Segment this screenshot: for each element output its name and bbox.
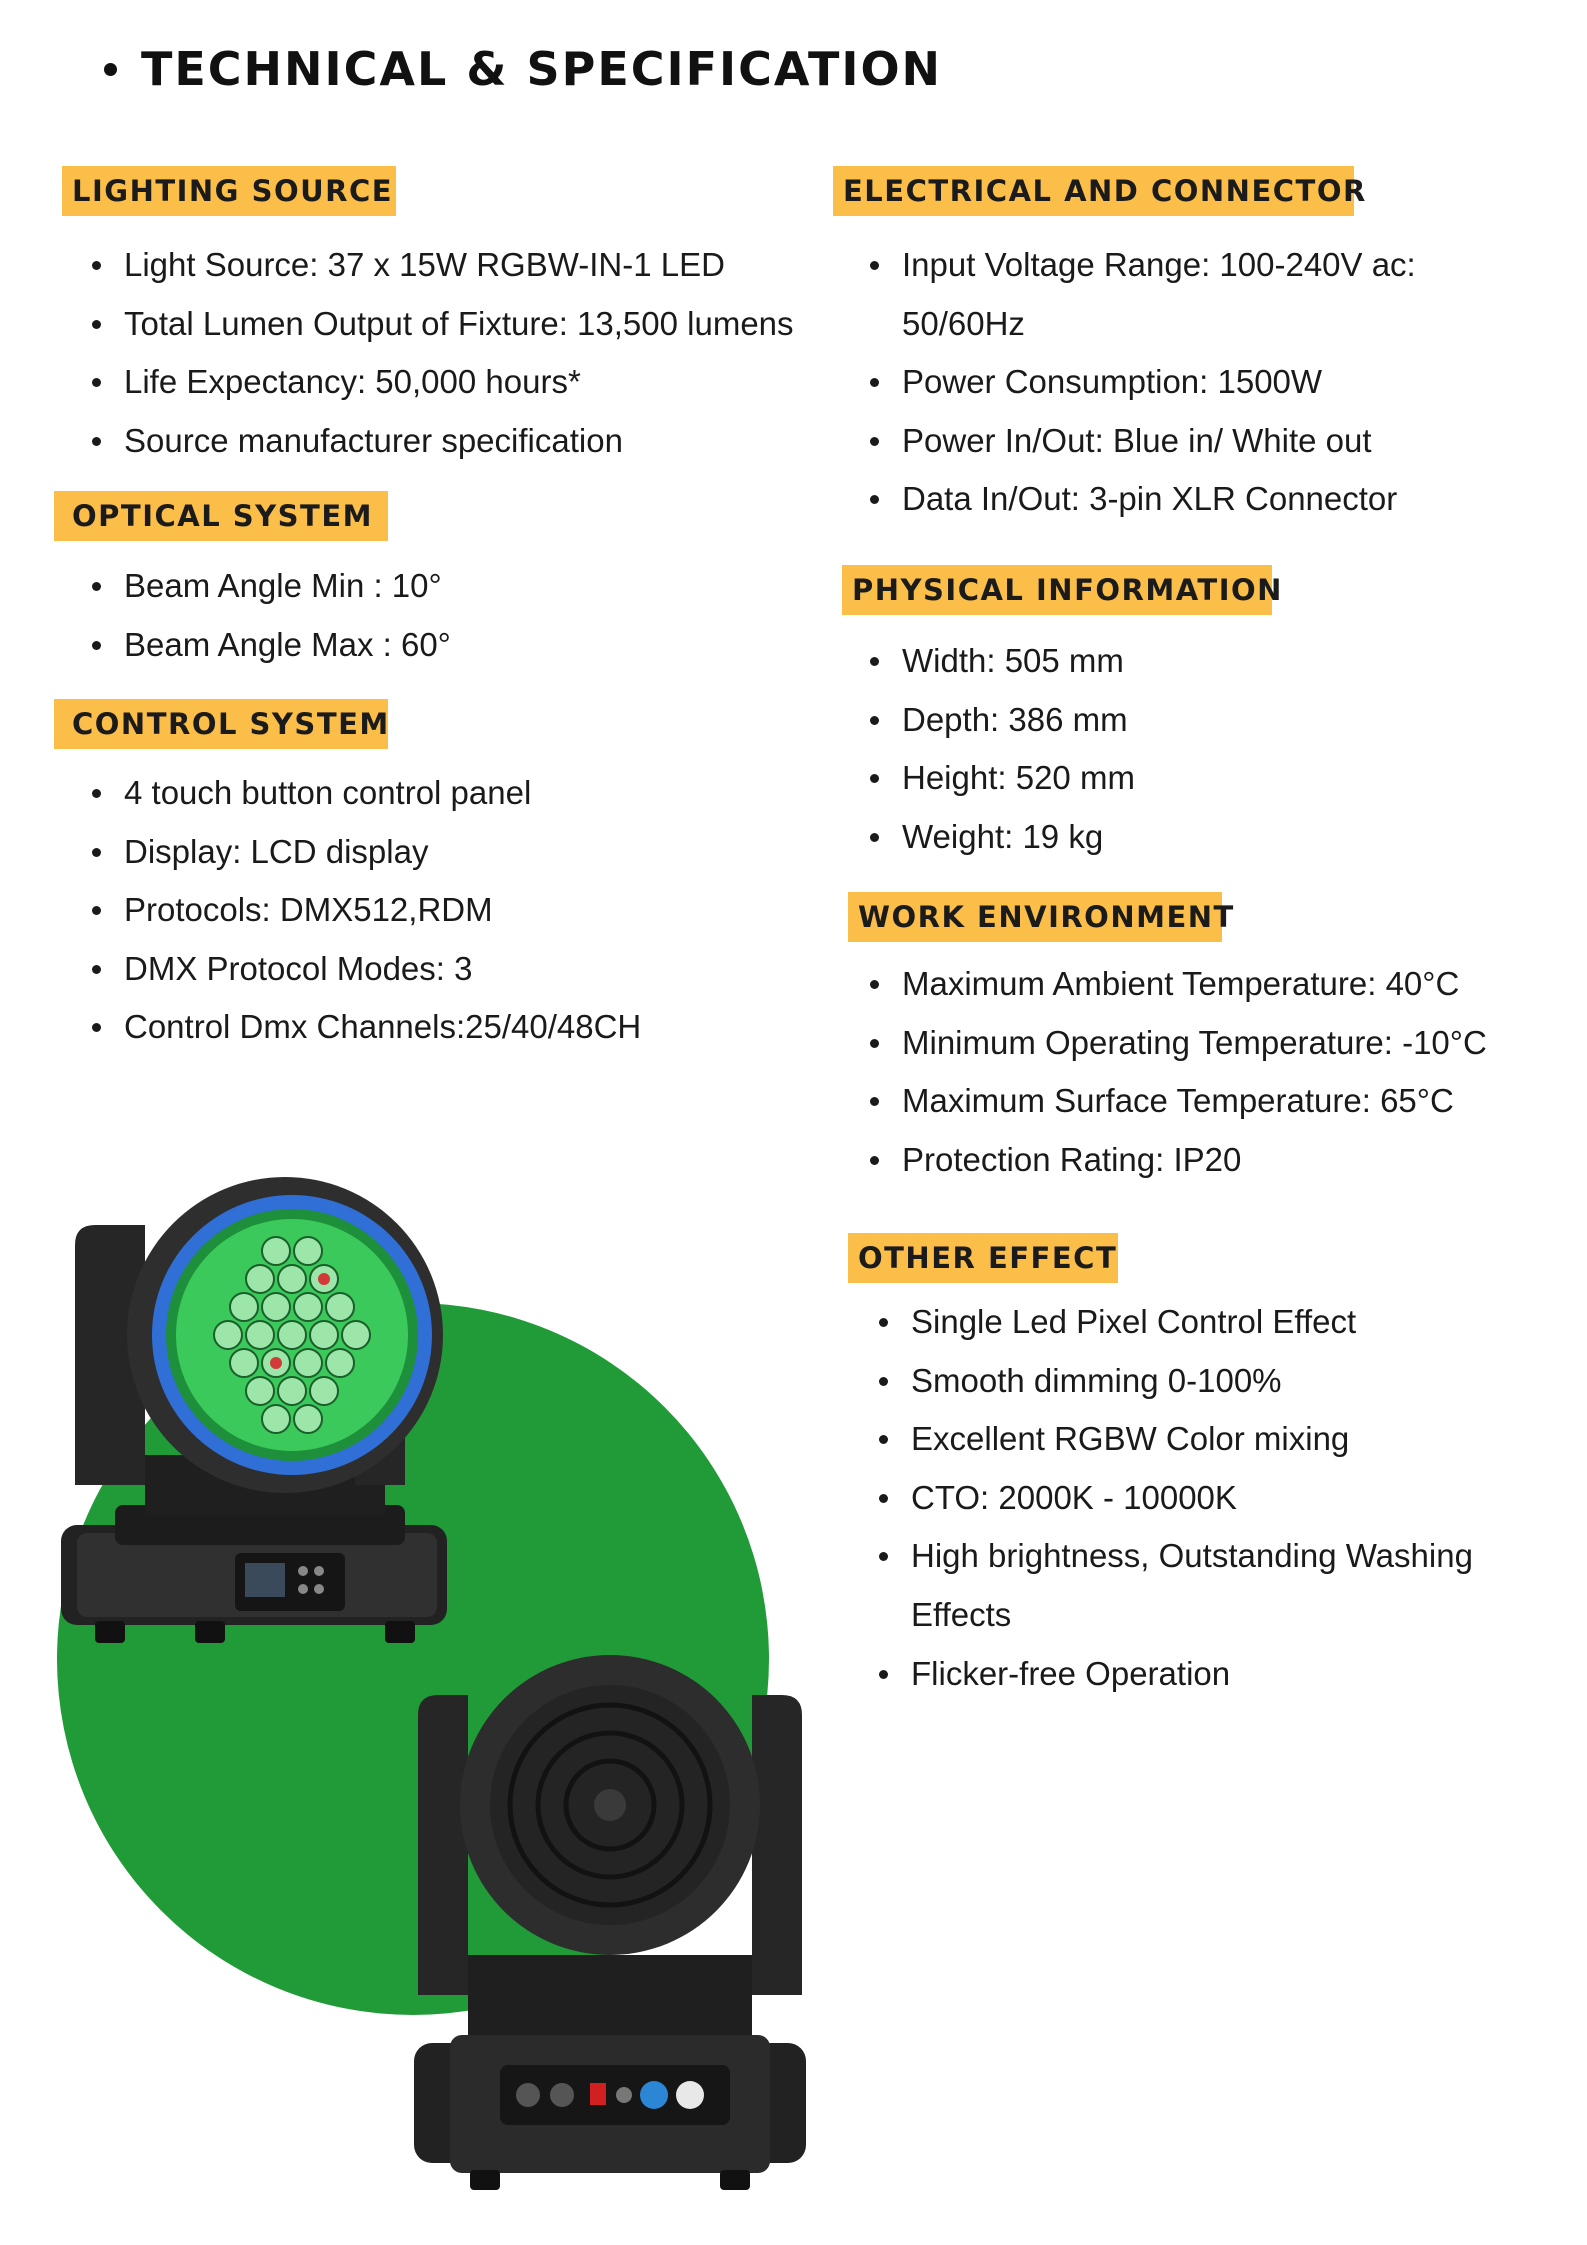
list-item: Flicker-free Operation	[879, 1645, 1473, 1704]
heading-work-environment: WORK ENVIRONMENT	[848, 892, 1222, 942]
list-item: Smooth dimming 0-100%	[879, 1352, 1473, 1411]
list-item-continuation: 50/60Hz	[902, 304, 1025, 342]
list-item: Protocols: DMX512,RDM	[92, 881, 641, 940]
list-item: Maximum Surface Temperature: 65°C	[870, 1072, 1487, 1131]
list-item: Height: 520 mm	[870, 749, 1135, 808]
list-item-continuation: Effects	[911, 1595, 1012, 1633]
list-item: High brightness, Outstanding Washing	[879, 1527, 1473, 1586]
heading-physical-information: PHYSICAL INFORMATION	[842, 565, 1272, 615]
list-item: Width: 505 mm	[870, 632, 1135, 691]
list-item: Protection Rating: IP20	[870, 1131, 1487, 1190]
list-item: Maximum Ambient Temperature: 40°C	[870, 955, 1487, 1014]
list-item: Excellent RGBW Color mixing	[879, 1410, 1473, 1469]
list-work-environment	[870, 955, 1487, 1189]
list-item: DMX Protocol Modes: 3	[92, 940, 641, 999]
heading-optical-system: OPTICAL SYSTEM	[54, 491, 388, 541]
list-other-effect	[879, 1293, 1473, 1703]
heading-lighting-source: LIGHTING SOURCE	[62, 166, 396, 216]
list-physical	[870, 632, 1135, 866]
list-item: Single Led Pixel Control Effect	[879, 1293, 1473, 1352]
list-electrical	[870, 236, 1416, 529]
list-item: Life Expectancy: 50,000 hours*	[92, 353, 794, 412]
page-title	[104, 42, 942, 96]
list-item: 4 touch button control panel	[92, 764, 641, 823]
list-item: CTO: 2000K - 10000K	[879, 1469, 1473, 1528]
list-item: Beam Angle Min : 10°	[92, 557, 451, 616]
moving-head-wash-front-icon	[55, 1125, 455, 1655]
heading-other-effect: OTHER EFFECT	[848, 1233, 1118, 1283]
list-item: Power In/Out: Blue in/ White out	[870, 412, 1416, 471]
moving-head-wash-back-icon	[410, 1635, 810, 2195]
page-title-text: TECHNICAL & SPECIFICATION	[141, 42, 943, 96]
list-item: Control Dmx Channels:25/40/48CH	[92, 998, 641, 1057]
list-item: Display: LCD display	[92, 823, 641, 882]
title-bullet-icon	[104, 63, 117, 76]
list-item: Input Voltage Range: 100-240V ac:	[870, 236, 1416, 295]
list-optical-system	[92, 557, 451, 674]
list-item: Total Lumen Output of Fixture: 13,500 lumens	[92, 295, 794, 354]
list-item: Weight: 19 kg	[870, 808, 1135, 867]
heading-control-system: CONTROL SYSTEM	[54, 699, 388, 749]
list-item: Beam Angle Max : 60°	[92, 616, 451, 675]
list-lighting-source	[92, 236, 794, 470]
list-item: Minimum Operating Temperature: -10°C	[870, 1014, 1487, 1073]
list-item: Depth: 386 mm	[870, 691, 1135, 750]
list-control-system	[92, 764, 641, 1057]
list-item: Power Consumption: 1500W	[870, 353, 1416, 412]
heading-electrical-connector: ELECTRICAL AND CONNECTOR	[833, 166, 1354, 216]
list-item: Source manufacturer specification	[92, 412, 794, 471]
list-item: Light Source: 37 x 15W RGBW-IN-1 LED	[92, 236, 794, 295]
list-item: Data In/Out: 3-pin XLR Connector	[870, 470, 1416, 529]
